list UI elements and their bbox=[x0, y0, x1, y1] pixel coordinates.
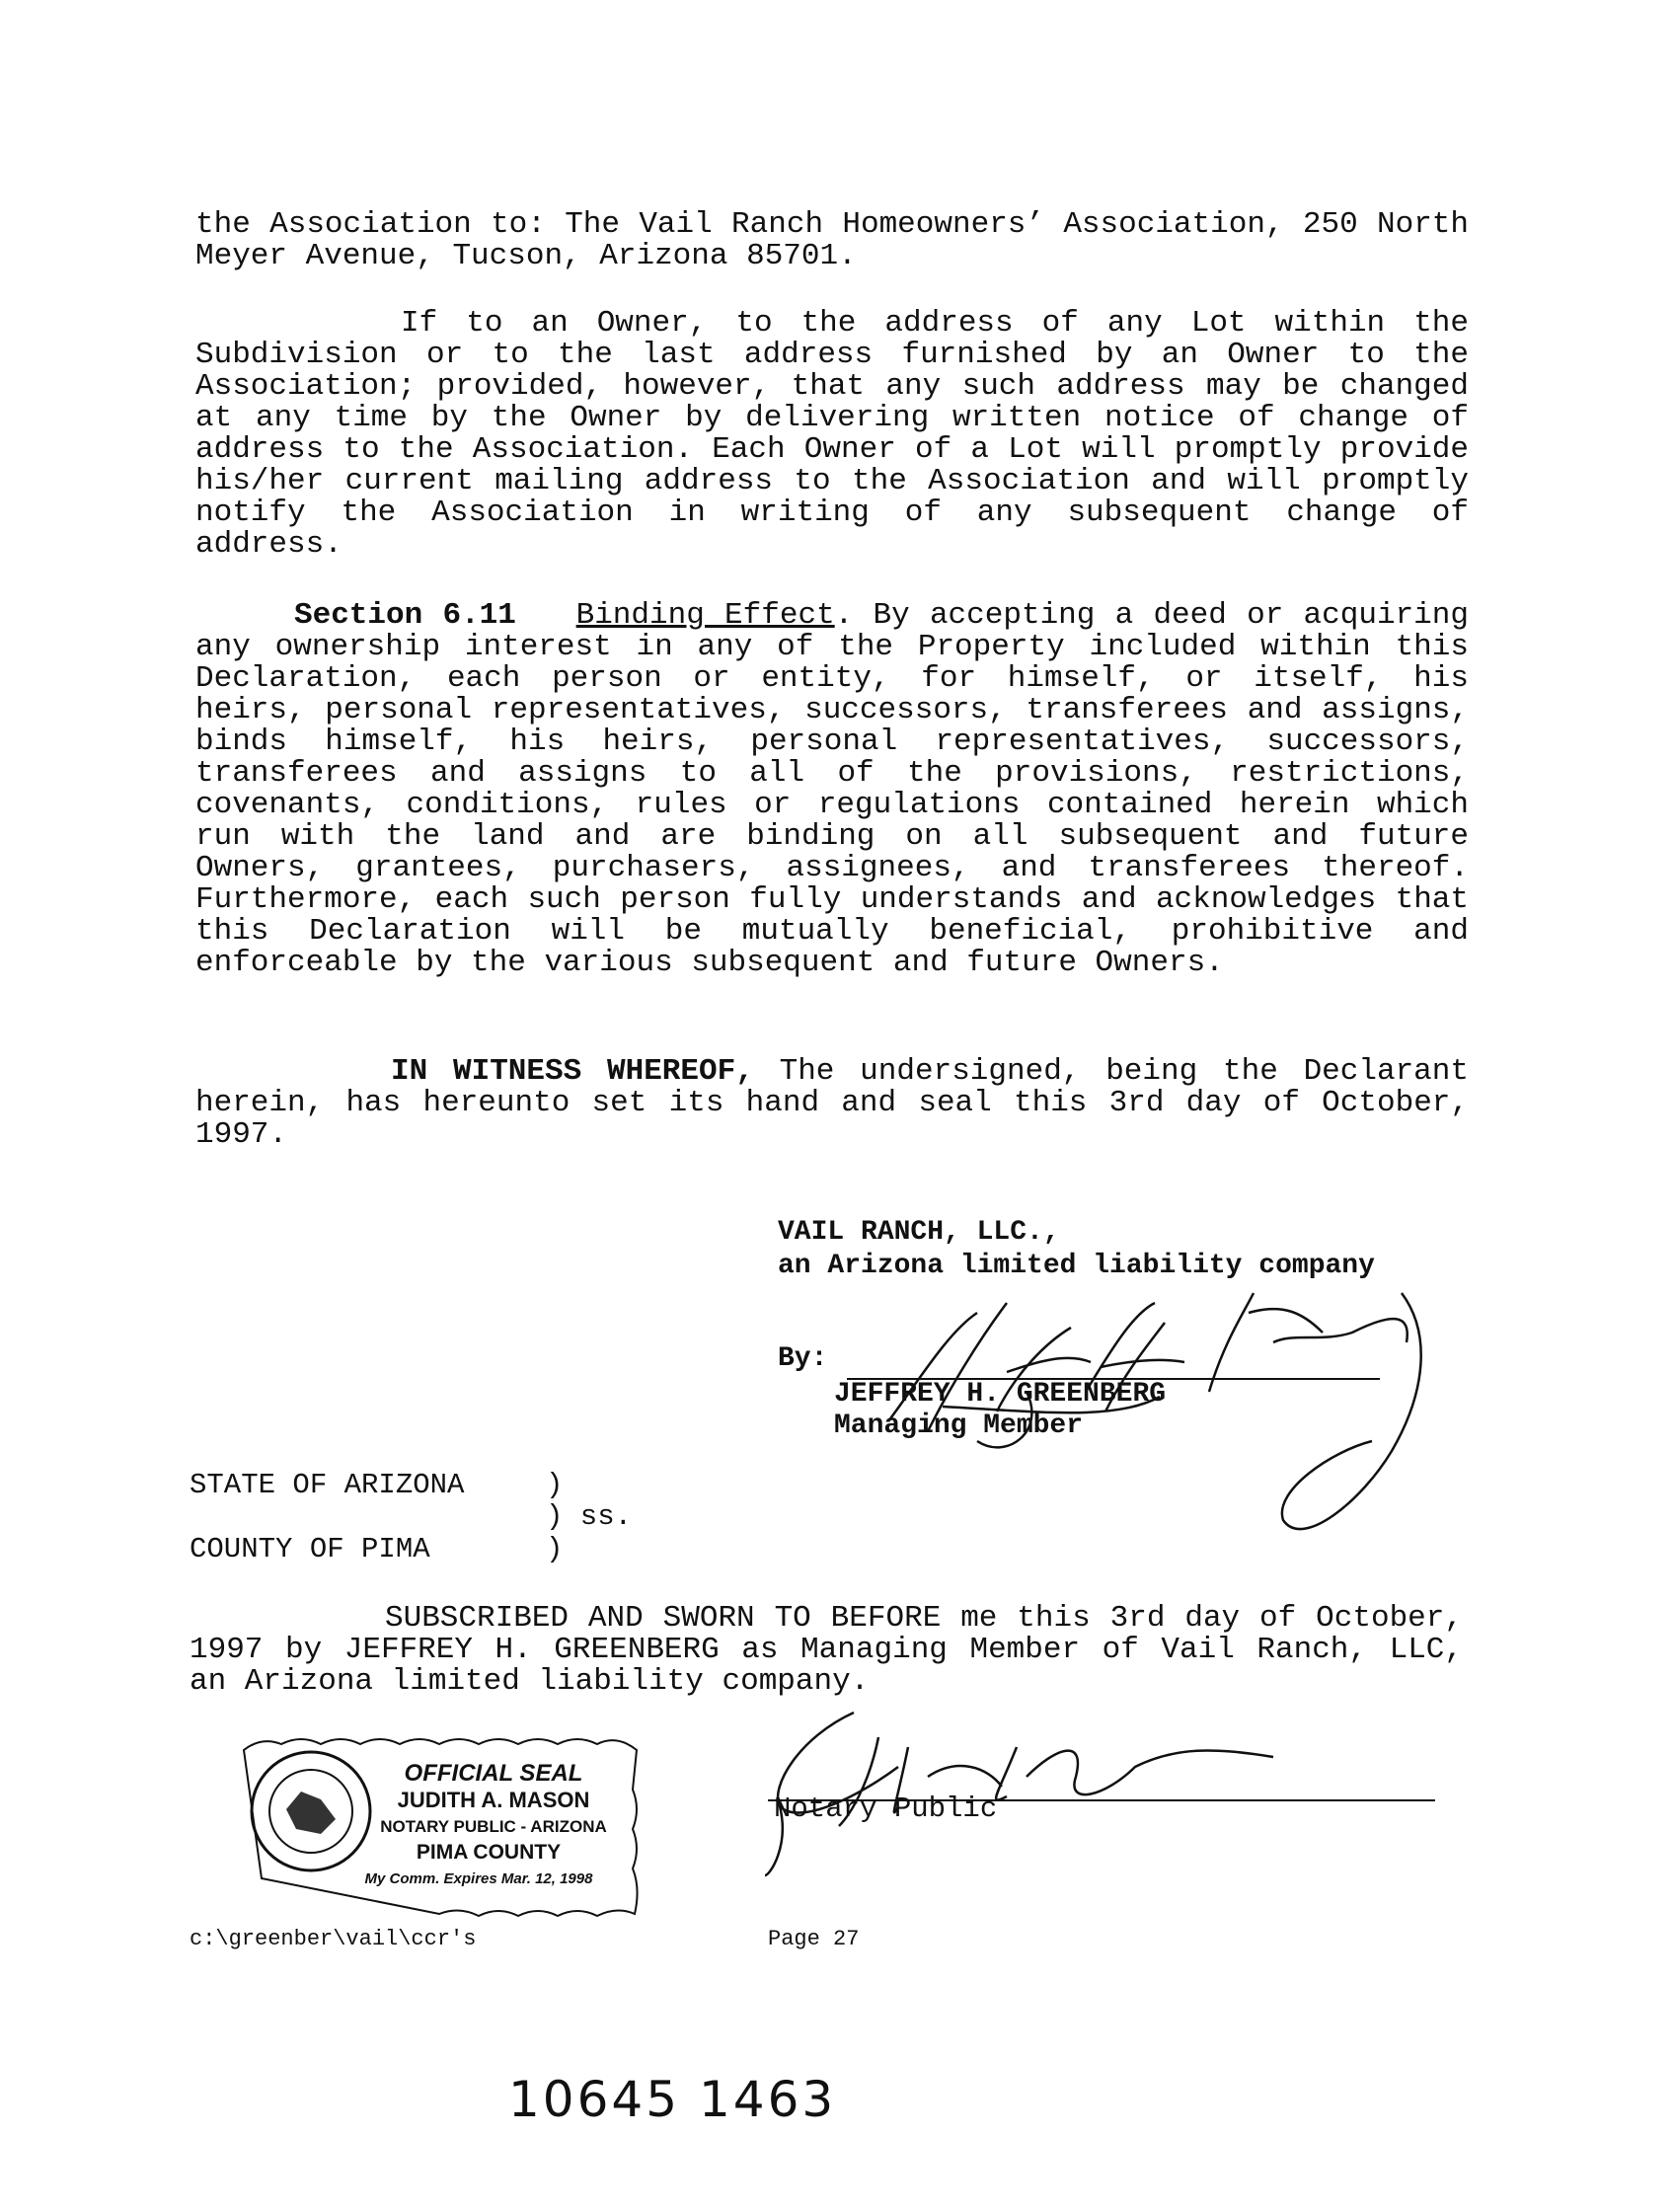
signer-title: Managing Member bbox=[834, 1411, 1084, 1441]
signer-name: JEFFREY H. GREENBERG bbox=[834, 1379, 1167, 1410]
seal-line-official: OFFICIAL SEAL bbox=[404, 1760, 583, 1787]
venue-ss: ) ss. bbox=[546, 1500, 633, 1533]
seal-line-name: JUDITH A. MASON bbox=[397, 1788, 590, 1812]
venue-paren-bottom: ) bbox=[546, 1533, 564, 1565]
binding-effect-paragraph bbox=[195, 600, 1469, 979]
by-label: By: bbox=[778, 1343, 828, 1374]
seal-line-expires: My Comm. Expires Mar. 12, 1998 bbox=[364, 1870, 593, 1887]
company-description: an Arizona limited liability company bbox=[778, 1251, 1375, 1281]
section-heading: Section 6.11 bbox=[294, 598, 516, 633]
section-text: . By accepting a deed or acquiring any ownership interest in any of the Property included within this Declaration, each person or entity, for himself, or itself, his heirs, personal representatives, successors, transferees and assigns, binds himself, his heirs, personal representatives, successors, transferees and assigns to all of the provisions, restrictions, covenants, conditions, rules or regulations contained herein which run with the land and are binding on all subsequent and future Owners, grantees, purchasers, assignees, and transferees thereof. Furthermore, each such person fully understands and acknowledges that this Declaration will be mutually beneficial, prohibitive and enforceable by the various subsequent and future Owners. bbox=[195, 598, 1469, 980]
owner-notice-paragraph: If to an Owner, to the address of any Lot within the Subdivision or to the last address furnished by an Owner to the Association; provided, however, that any such address may be changed at any time by the Owner by delivering written notice of change of address to the Association. Each Owner of a Lot will promptly provide his/her current mailing address to the Association and will promptly notify the Association in writing of any subsequent change of address. bbox=[195, 306, 1469, 562]
witness-heading: IN WITNESS WHEREOF, bbox=[391, 1054, 754, 1089]
venue-county: COUNTY OF PIMA bbox=[190, 1533, 430, 1565]
seal-line-county: PIMA COUNTY bbox=[416, 1841, 562, 1864]
file-path: c:\greenber\vail\ccr's bbox=[190, 1927, 477, 1951]
recording-number: 10645 1463 bbox=[508, 2071, 837, 2128]
jurat-paragraph: SUBSCRIBED AND SWORN TO BEFORE me this 3rd day of October, 1997 by JEFFREY H. GREENBERG as Managing Member of Vail Ranch, LLC, an Arizona limited liability company. bbox=[190, 1601, 1463, 1699]
official-seal-stamp bbox=[242, 1730, 642, 1920]
association-address-paragraph: the Association to: The Vail Ranch Homeowners’ Association, 250 North Meyer Avenue, Tucson, Arizona 85701. bbox=[195, 207, 1469, 273]
company-name: VAIL RANCH, LLC., bbox=[778, 1217, 1060, 1248]
section-title: Binding Effect bbox=[575, 598, 835, 633]
page-number: Page 27 bbox=[768, 1927, 860, 1951]
mason-signature bbox=[760, 1708, 1254, 1875]
venue-paren-top: ) bbox=[546, 1469, 564, 1501]
notary-label: Notary Public bbox=[774, 1792, 998, 1825]
seal-line-notary: NOTARY PUBLIC - ARIZONA bbox=[380, 1817, 607, 1836]
greenberg-signature bbox=[859, 1273, 1451, 1550]
venue-state: STATE OF ARIZONA bbox=[190, 1469, 465, 1501]
witness-text: The undersigned, being the Declarant herein, has hereunto set its hand and seal this 3rd day of October, 1997. bbox=[195, 1054, 1469, 1152]
witness-paragraph bbox=[195, 1056, 1469, 1151]
